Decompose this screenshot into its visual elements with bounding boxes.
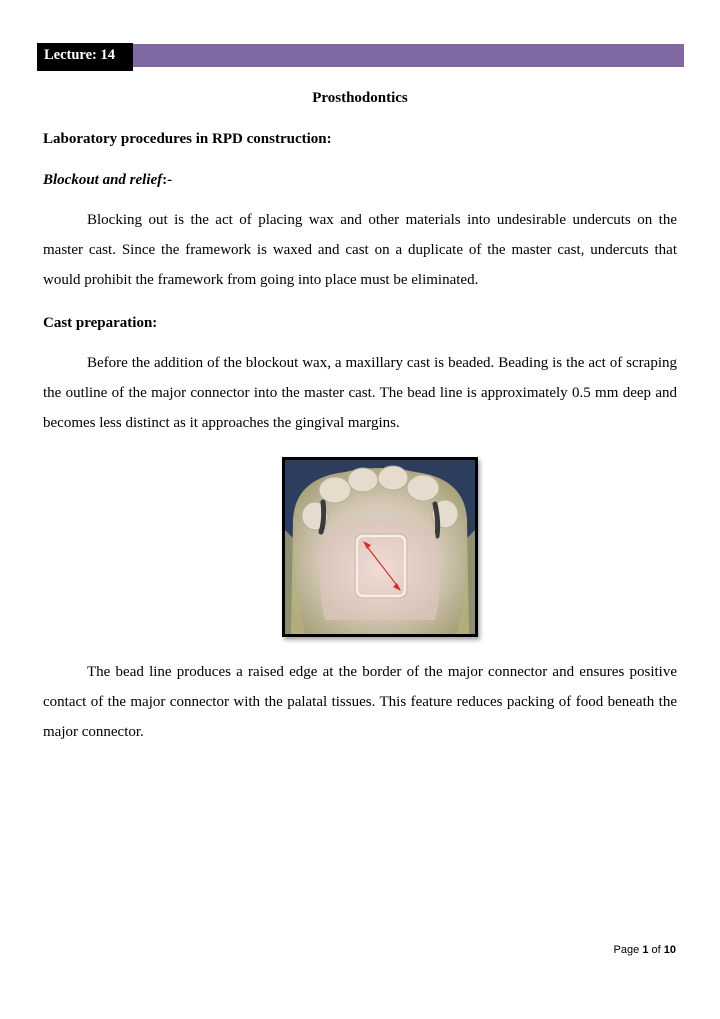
cast-preparation-paragraph: Before the addition of the blockout wax, a maxillary cast is beaded. Beading is the act of scraping the outline of the major connector into the master cast. The bead line is approximately 0.5 mm deep and becomes less distinct as it approaches the gingival margins. [43, 355, 677, 431]
page-word: Page [613, 944, 640, 956]
blockout-paragraph: Blocking out is the act of placing wax and other materials into undesirable undercuts on the master cast. Since the framework is waxed and cast on a duplicate of the master cast, undercuts that would prohibit the framework from going into place must be eliminated. [43, 212, 677, 288]
current-page: 1 [642, 944, 649, 956]
blockout-heading [43, 172, 677, 189]
blockout-heading-suffix: :- [162, 172, 173, 188]
of-word: of [651, 944, 661, 956]
lecture-label: Lecture: 14 [37, 43, 133, 71]
page-number [614, 944, 676, 956]
blockout-heading-text: Blockout and relief [43, 172, 163, 188]
bead-line-paragraph: The bead line produces a raised edge at the border of the major connector and ensures positive contact of the major connector with the palatal tissues. This feature reduces packing of food beneath the major connector. [43, 664, 677, 740]
header-band [133, 44, 684, 67]
main-heading: Laboratory procedures in RPD construction: [43, 131, 332, 147]
beaded-maxillary-cast-photo-icon [285, 460, 475, 634]
beaded-cast-figure [282, 457, 478, 637]
subject-title: Prosthodontics [312, 90, 408, 106]
total-pages: 10 [663, 944, 676, 956]
cast-preparation-heading: Cast preparation: [43, 315, 158, 331]
lecture-header-bar [37, 43, 684, 71]
